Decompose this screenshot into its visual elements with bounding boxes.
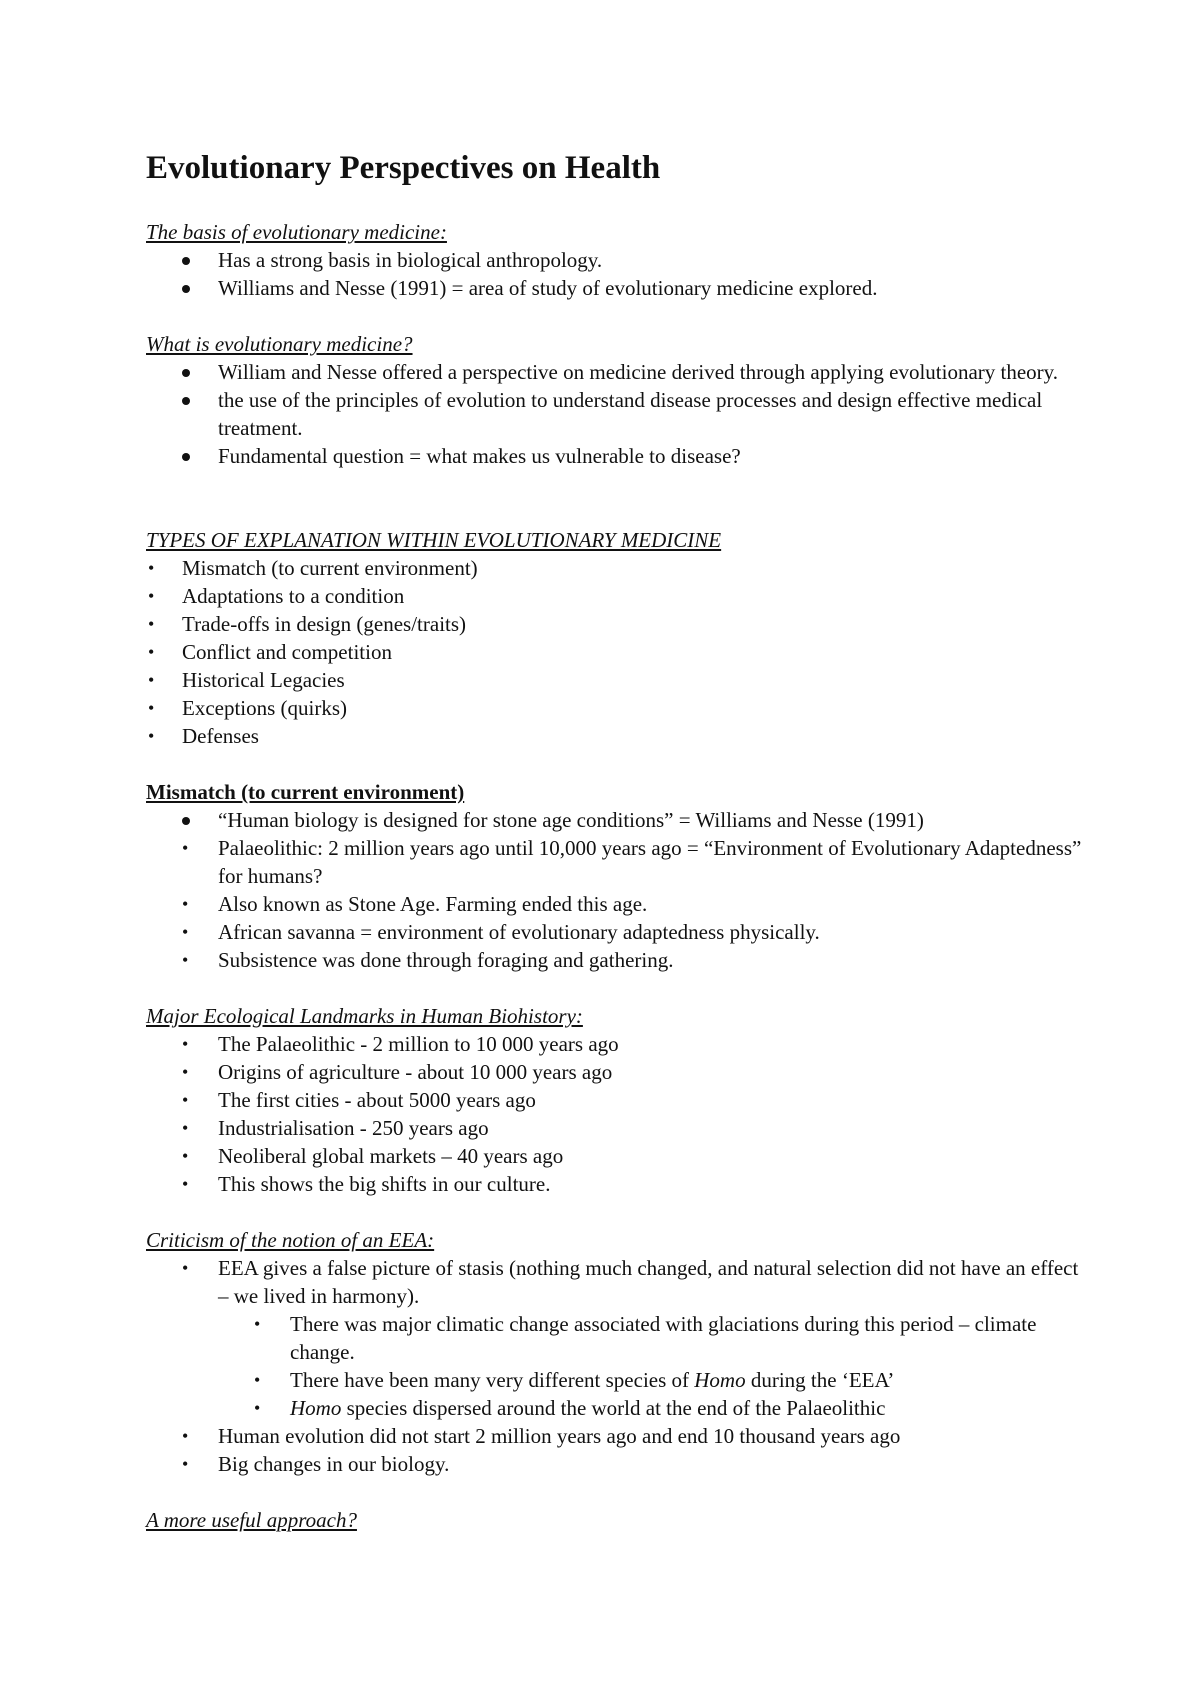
list-item: Williams and Nesse (1991) = area of study of evolutionary medicine explored. [218,276,878,300]
list-item: This shows the big shifts in our culture. [218,1172,551,1196]
section-what-is [146,330,1086,470]
list-item: Homo species dispersed around the world at the end of the Palaeolithic [290,1396,886,1420]
bullet-list [146,1422,1086,1478]
section-mismatch [146,778,1086,974]
section-heading: TYPES OF EXPLANATION WITHIN EVOLUTIONARY MEDICINE [146,528,722,552]
list-item: “Human biology is designed for stone age conditions” = Williams and Nesse (1991) [218,808,924,832]
list-item: the use of the principles of evolution to understand disease processes and design effective medical treatment. [218,388,1043,440]
list-item: There was major climatic change associated with glaciations during this period – climate change. [290,1312,1037,1364]
list-item: Palaeolithic: 2 million years ago until 10,000 years ago = “Environment of Evolutionary Adaptedness” for humans? [218,836,1082,888]
section-criticism [146,1226,1086,1478]
section-heading: The basis of evolutionary medicine: [146,220,447,244]
list-item: Trade-offs in design (genes/traits) [182,612,467,636]
section-types [146,526,1086,750]
list-item: Also known as Stone Age. Farming ended this age. [218,892,648,916]
list-item: Industrialisation - 250 years ago [218,1116,489,1140]
list-item: Neoliberal global markets – 40 years ago [218,1144,564,1168]
section-useful-approach [146,1506,1086,1534]
list-item: EEA gives a false picture of stasis (nothing much changed, and natural selection did not have an effect – we lived in harmony). [218,1256,1079,1308]
bullet-list [146,1254,1086,1310]
bullet-list [146,554,1086,750]
list-item: There have been many very different species of Homo during the ‘EEA’ [290,1368,895,1392]
section-heading: What is evolutionary medicine? [146,332,413,356]
section-basis [146,218,1086,302]
list-item: Origins of agriculture - about 10 000 years ago [218,1060,613,1084]
list-item: African savanna = environment of evolutionary adaptedness physically. [218,920,820,944]
list-item: Human evolution did not start 2 million years ago and end 10 thousand years ago [218,1424,901,1448]
list-item: Mismatch (to current environment) [182,556,478,580]
section-heading: Mismatch (to current environment) [146,780,465,804]
section-heading: Major Ecological Landmarks in Human Biohistory: [146,1004,583,1028]
list-item: Big changes in our biology. [218,1452,450,1476]
list-item: The Palaeolithic - 2 million to 10 000 years ago [218,1032,619,1056]
section-heading: A more useful approach? [146,1508,357,1532]
list-item: Subsistence was done through foraging and gathering. [218,948,674,972]
section-heading: Criticism of the notion of an EEA: [146,1228,435,1252]
list-item: Adaptations to a condition [182,584,405,608]
list-item: Conflict and competition [182,640,392,664]
list-item: Exceptions (quirks) [182,696,348,720]
section-landmarks [146,1002,1086,1198]
list-item: The first cities - about 5000 years ago [218,1088,536,1112]
bullet-list [146,246,1086,302]
list-item: Fundamental question = what makes us vulnerable to disease? [218,444,741,468]
list-item: Has a strong basis in biological anthropology. [218,248,603,272]
nested-bullet-list [146,1310,1086,1422]
list-item: Historical Legacies [182,668,345,692]
list-item: William and Nesse offered a perspective on medicine derived through applying evolutionary theory. [218,360,1059,384]
bullet-list [146,806,1086,974]
list-item: Defenses [182,724,259,748]
bullet-list [146,358,1086,470]
bullet-list [146,1030,1086,1198]
document-title: Evolutionary Perspectives on Health [146,150,661,186]
